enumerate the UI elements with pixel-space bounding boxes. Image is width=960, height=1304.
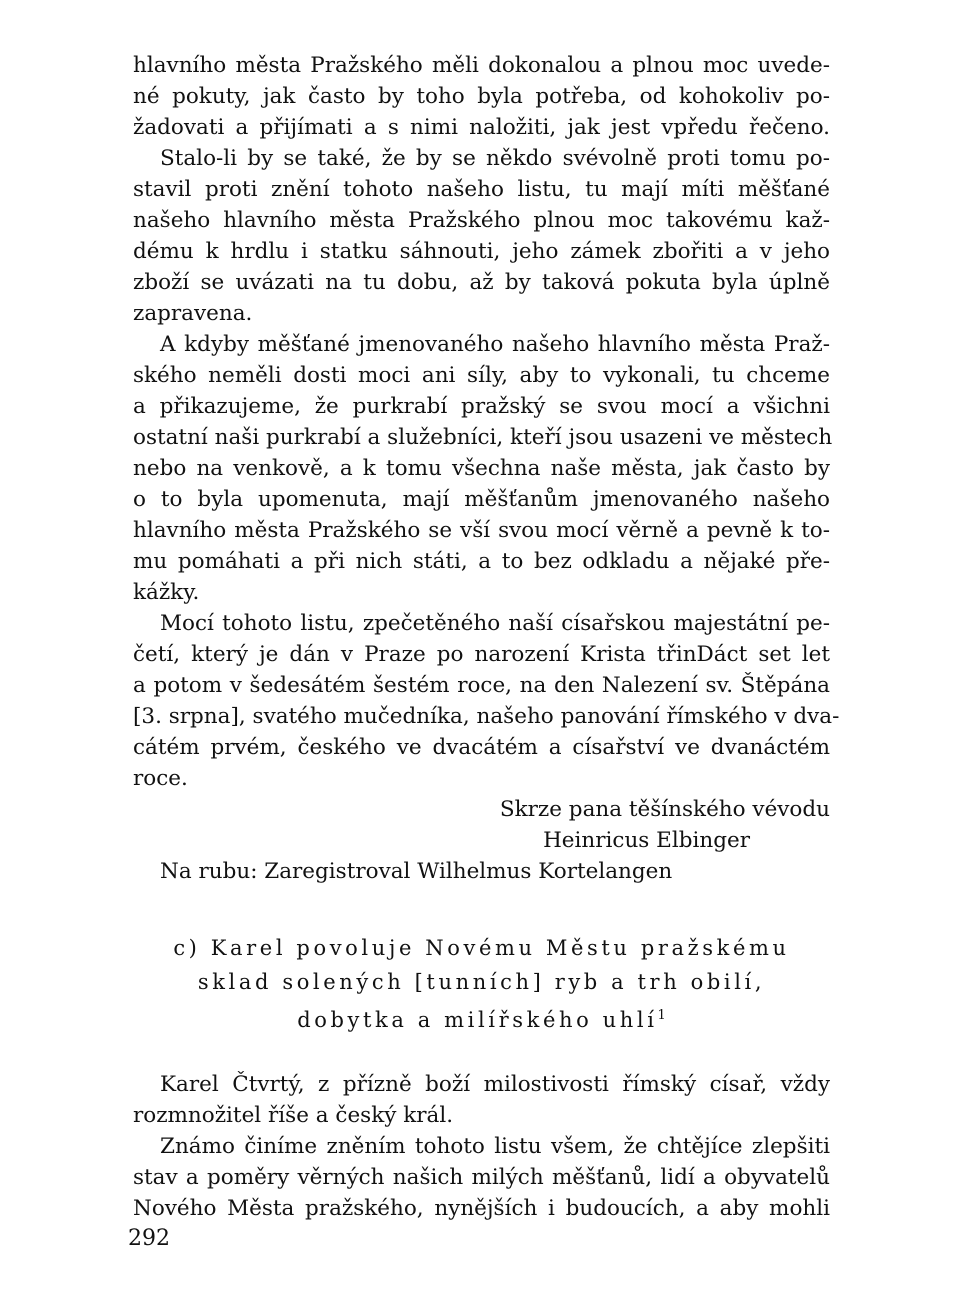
text-line: ostatní naši purkrabí a služebníci, kteří jsou usazeni ve městech: [133, 425, 833, 450]
paragraph: [133, 50, 830, 143]
body-bottom: [133, 1069, 830, 1224]
section-heading: [133, 931, 830, 1033]
paragraph: [133, 143, 830, 329]
text-line: žadovati a přijímati a s nimi naložiti, jak jest vpředu řečeno.: [133, 115, 830, 140]
page-content: [133, 50, 840, 1224]
text-line: četí, který je dán v Praze po narození Krista třinDáct set let: [133, 642, 830, 667]
text-line: kážky.: [133, 580, 200, 605]
signature-line: Skrze pana těšínského vévodu: [499, 797, 830, 822]
text-line: Stalo-li by se také, že by se někdo svévolně proti tomu po-: [160, 146, 830, 171]
text-line: roce.: [133, 766, 188, 791]
page-number: 292: [128, 1226, 170, 1251]
paragraph: [133, 1069, 830, 1131]
footnote-marker: 1: [657, 1008, 666, 1023]
text-line: stav a poměry věrných našich milých měšťanů, lidí a obyvatelů: [133, 1165, 830, 1190]
heading-line-text: dobytka a milířského uhlí: [297, 1008, 658, 1032]
text-line: a přikazujeme, že purkrabí pražský se svou mocí a všichni: [133, 394, 830, 419]
text-line: hlavního města Pražského měli dokonalou a plnou moc uvede-: [133, 53, 830, 78]
text-line: A kdyby měšťané jmenovaného našeho hlavního města Praž-: [160, 332, 830, 357]
paragraph: [133, 1131, 830, 1224]
text-line: zboží se uvázati na tu dobu, až by taková pokuta byla úplně: [133, 270, 830, 295]
signature-block: [133, 794, 830, 887]
text-line: nebo na venkově, a k tomu všechna naše města, jak často by: [133, 456, 830, 481]
text-line: Známo činíme zněním tohoto listu všem, že chtějíce zlepšiti: [160, 1134, 830, 1159]
body-top: [133, 50, 840, 794]
text-line: hlavního města Pražského se vší svou mocí věrně a pevně k to-: [133, 518, 830, 543]
text-line: zapravena.: [133, 301, 253, 326]
text-line: mu pomáhati a při nich státi, a to bez odkladu a nějaké pře-: [133, 549, 830, 574]
signature-name: Heinricus Elbinger: [543, 828, 750, 853]
paragraph: [133, 608, 840, 794]
text-line: stavil proti znění tohoto našeho listu, tu mají míti měšťané: [133, 177, 830, 202]
text-line: Karel Čtvrtý, z přízně boží milostivosti římský císař, vždy: [160, 1072, 830, 1097]
text-line: ského neměli dosti moci ani síly, aby to vykonali, tu chceme: [133, 363, 830, 388]
text-line: a potom v šedesátém šestém roce, na den Nalezení sv. Štěpána: [133, 673, 830, 698]
text-line: našeho hlavního města Pražského plnou moc takovému kaž-: [133, 208, 830, 233]
text-line: né pokuty, jak často by toho byla potřeba, od kohokoliv po-: [133, 84, 830, 109]
heading-line: c) Karel povoluje Novému Městu pražskému: [173, 936, 790, 960]
text-line: dému k hrdlu i statku sáhnouti, jeho zámek zbořiti a v jeho: [133, 239, 830, 264]
heading-line: [133, 999, 830, 1033]
text-line: Mocí tohoto listu, zpečetěného naší císařskou majestátní pe-: [160, 611, 830, 636]
heading-line: sklad solených [tunních] ryb a trh obilí,: [197, 970, 766, 994]
text-line: rozmnožitel říše a český král.: [133, 1103, 454, 1128]
text-line: Nového Města pražského, nynějších i budoucích, a aby mohli: [133, 1196, 830, 1221]
text-line: [3. srpna], svatého mučedníka, našeho panování římského v dva-: [133, 704, 840, 729]
paragraph: [133, 329, 833, 608]
endorsement-note: Na rubu: Zaregistroval Wilhelmus Kortelangen: [160, 859, 673, 884]
text-line: o to byla upomenuta, mají měšťanům jmenovaného našeho: [133, 487, 830, 512]
text-line: cátém prvém, českého ve dvacátém a císařství ve dvanáctém: [133, 735, 830, 760]
